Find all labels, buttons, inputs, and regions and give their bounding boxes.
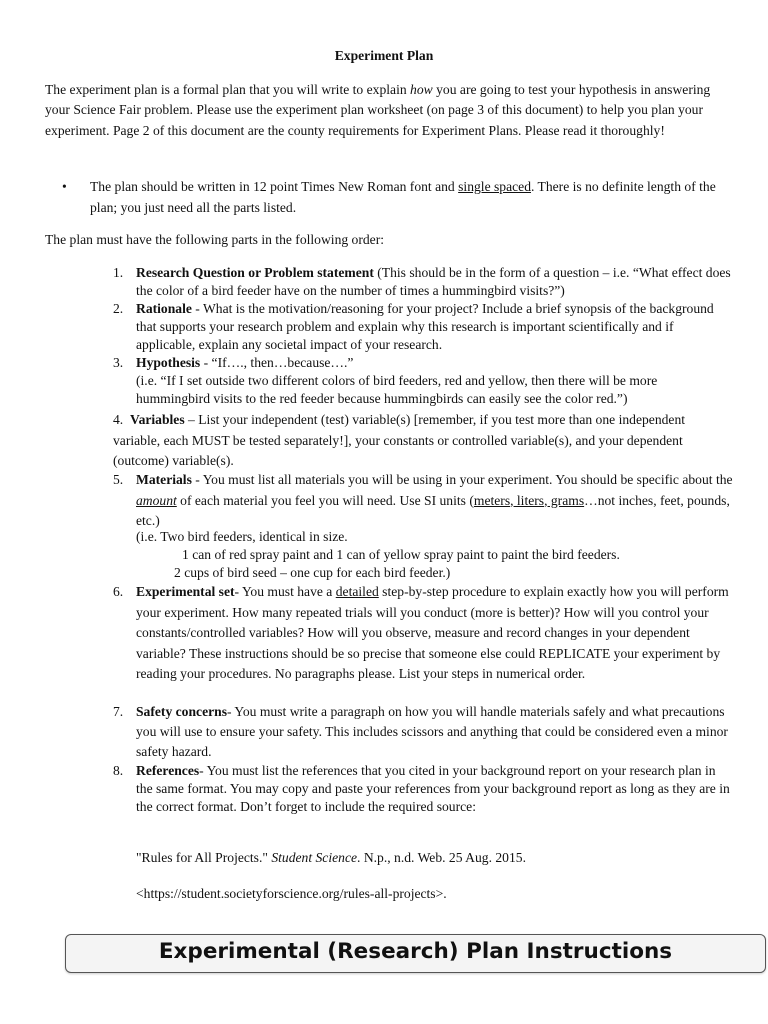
item-underline-detailed: detailed	[335, 584, 379, 599]
list-item-rationale	[113, 300, 733, 354]
item-text-a: - You must list all materials you will be using in your experiment. You should be specific about the	[191, 472, 733, 487]
list-item-safety-concerns	[113, 702, 733, 762]
item-text: (This should be in the form of a question – i.e. “What effect does the color of a bird feeder have on the number of times a hummingbird visits?”)	[136, 265, 731, 298]
item-number: 2.	[113, 301, 124, 316]
item-body	[136, 762, 733, 816]
item-heading: Research Question or Problem statement	[136, 265, 374, 280]
item-text-a: - You must have a	[234, 584, 336, 599]
reference-citation	[136, 850, 526, 866]
bullet-underline: single spaced	[458, 179, 531, 194]
citation-source: Student Science	[271, 850, 358, 865]
parts-lead: The plan must have the following parts in the following order:	[45, 232, 385, 247]
item-body	[136, 702, 733, 762]
item-number: 4.	[113, 412, 124, 427]
item-number: 3.	[113, 355, 124, 370]
list-item-materials	[113, 470, 733, 532]
item-number: 8.	[113, 763, 124, 778]
intro-text-cont: you are going to test your hypothesis in answering your Science Fair problem. Please use the experiment plan worksheet (on page 3 of this document) to help you plan your experiment. Page 2 of this document are the county requirements for Experiment Plans. Please read it thoroughly!	[45, 82, 711, 138]
item-body	[136, 354, 733, 408]
item-heading: Rationale	[136, 301, 192, 316]
list-item-variables	[113, 410, 728, 472]
item-body	[136, 582, 733, 685]
intro-text: The experiment plan is a formal plan that you will write to explain	[45, 82, 411, 97]
item-heading: Variables	[130, 412, 185, 427]
item-body	[136, 470, 733, 532]
instructions-banner	[65, 934, 766, 973]
item-body	[113, 412, 685, 468]
item-number: 6.	[113, 584, 124, 599]
item-text-b: step-by-step procedure to explain exactly how you will perform your experiment. How many repeated trials will you conduct (more is better)? How will you control your constants/controlled variables? How will you observe, measure and record changes in your dependent variable? These instructions should be so precise that someone else could REPLICATE your experiment by reading your procedures. No paragraphs please. List your steps in numerical order.	[136, 584, 729, 681]
item-body	[136, 300, 733, 354]
item-heading: Hypothesis	[136, 355, 201, 370]
item-text: - You must list the references that you cited in your background report on your research plan in the same format. You may copy and paste your references from your background report as long as they are in the correct format. Don’t forget to include the required source:	[136, 763, 730, 814]
item-number: 7.	[113, 704, 124, 719]
item-text-b: of each material you feel you will need. Use SI units (	[176, 492, 474, 508]
bullet-text-b: . There is no definite length of the plan; you just need all the parts listed.	[90, 179, 716, 215]
item-example: (i.e. “If I set outside two different colors of bird feeders, red and yellow, then there will be more hummingbird visits to the red feeder because hummingbirds can easily see the color red.”)	[136, 373, 658, 406]
format-bullet	[62, 176, 722, 218]
item-text: - You must write a paragraph on how you will handle materials safely and what precautions you will use to ensure your safety. This includes scissors and anything that could be considered even a minor safety hazard.	[136, 704, 728, 759]
citation-text-b: . N.p., n.d. Web. 25 Aug. 2015.	[357, 850, 526, 865]
list-item-research-question	[113, 264, 733, 300]
intro-emphasis: how	[410, 82, 433, 97]
banner-title: Experimental (Research) Plan Instructions	[158, 939, 673, 964]
bullet-text-a: The plan should be written in 12 point Times New Roman font and	[90, 179, 459, 194]
reference-url: <https://student.societyforscience.org/rules-all-projects>.	[136, 886, 447, 901]
item-heading: Safety concerns	[136, 704, 227, 719]
intro-paragraph	[45, 80, 735, 141]
item-heading: References	[136, 763, 200, 778]
list-item-hypothesis	[113, 354, 733, 408]
list-item-experimental-set	[113, 582, 733, 685]
item-number: 5.	[113, 472, 124, 487]
list-item-references	[113, 762, 733, 816]
document-title: Experiment Plan	[334, 48, 434, 63]
item-text: - “If…., then…because….”	[200, 355, 354, 370]
item-text-c: …not inches, feet, pounds, etc.)	[136, 492, 730, 528]
item-body	[136, 264, 733, 300]
bullet-icon: •	[62, 179, 67, 194]
item-text: - What is the motivation/reasoning for your project? Include a brief synopsis of the background that supports your research problem and explain why this research is important scientifically and if applicable, explain any societal impact of your research.	[136, 301, 714, 352]
materials-example-1: (i.e. Two bird feeders, identical in size.	[136, 529, 348, 544]
item-heading: Materials	[136, 472, 192, 487]
bullet-text	[90, 176, 722, 218]
materials-example-3: 2 cups of bird seed – one cup for each bird feeder.)	[174, 565, 451, 580]
item-underline-amount: amount	[136, 492, 177, 508]
item-underline-units: meters, liters, grams	[473, 492, 585, 508]
item-heading: Experimental set	[136, 584, 235, 599]
item-text: – List your independent (test) variable(s) [remember, if you test more than one independent variable, each MUST be tested separately!], your constants or controlled variable(s), and your dependent (outcome) variable(s).	[113, 412, 686, 468]
materials-example-2: 1 can of red spray paint and 1 can of yellow spray paint to paint the bird feeders.	[182, 547, 620, 562]
item-number: 1.	[113, 265, 124, 280]
citation-text-a: "Rules for All Projects."	[136, 850, 272, 865]
